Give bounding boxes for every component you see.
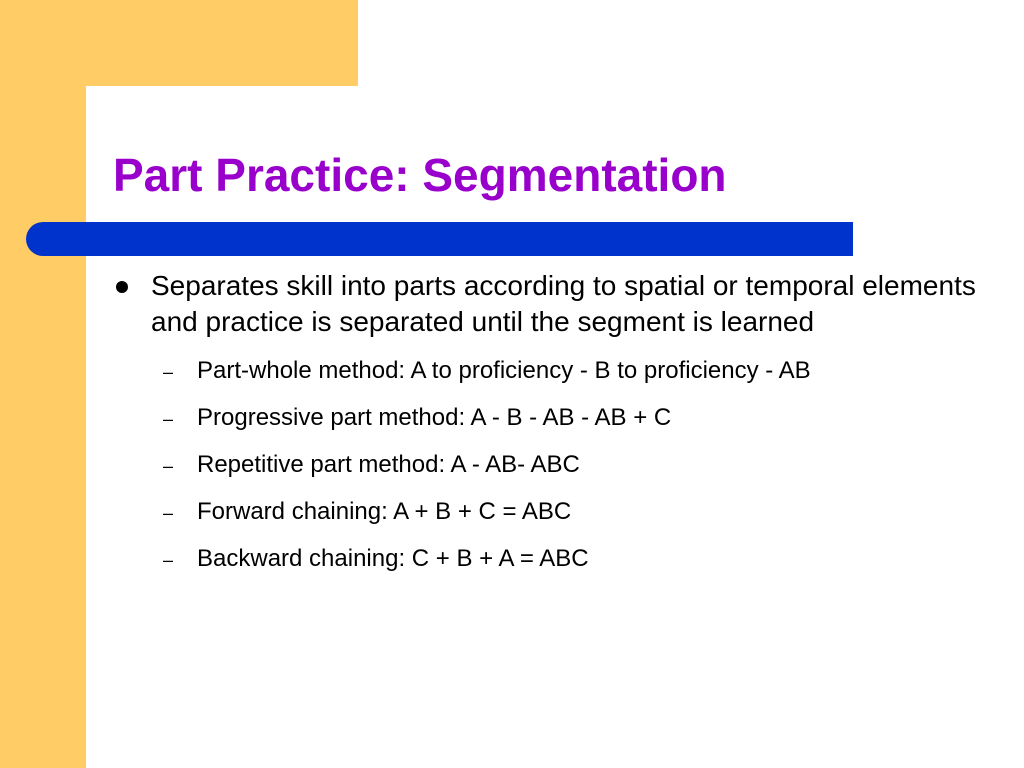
sub-bullet-item xyxy=(113,404,993,432)
sub-bullet-item xyxy=(113,357,993,385)
sub-bullet-item xyxy=(113,498,993,526)
sub-bullet-text: Backward chaining: C + B + A = ABC xyxy=(197,545,589,572)
title-underline-bar xyxy=(26,222,853,256)
accent-band-top xyxy=(0,0,358,86)
en-dash-bullet-icon: – xyxy=(163,409,174,429)
en-dash-bullet-icon: – xyxy=(163,456,174,476)
sub-bullet-item xyxy=(113,451,993,479)
accent-band-left xyxy=(0,0,86,768)
filled-circle-bullet-icon xyxy=(116,281,128,293)
sub-bullet-text: Progressive part method: A - B - AB - AB + C xyxy=(197,404,672,431)
en-dash-bullet-icon: – xyxy=(163,550,174,570)
sub-bullet-list xyxy=(113,357,993,573)
slide-body xyxy=(113,268,993,573)
sub-bullet-item xyxy=(113,545,993,573)
bullet-text: Separates skill into parts according to spatial or temporal elements and practice is separated until the segment is learned xyxy=(151,270,976,337)
en-dash-bullet-icon: – xyxy=(163,503,174,523)
en-dash-bullet-icon: – xyxy=(163,362,174,382)
sub-bullet-text: Forward chaining: A + B + C = ABC xyxy=(197,498,572,525)
sub-bullet-text: Repetitive part method: A - AB- ABC xyxy=(197,451,580,478)
bullet-item xyxy=(113,268,993,340)
sub-bullet-text: Part-whole method: A to proficiency - B to proficiency - AB xyxy=(197,357,811,384)
slide-title: Part Practice: Segmentation xyxy=(113,149,727,201)
